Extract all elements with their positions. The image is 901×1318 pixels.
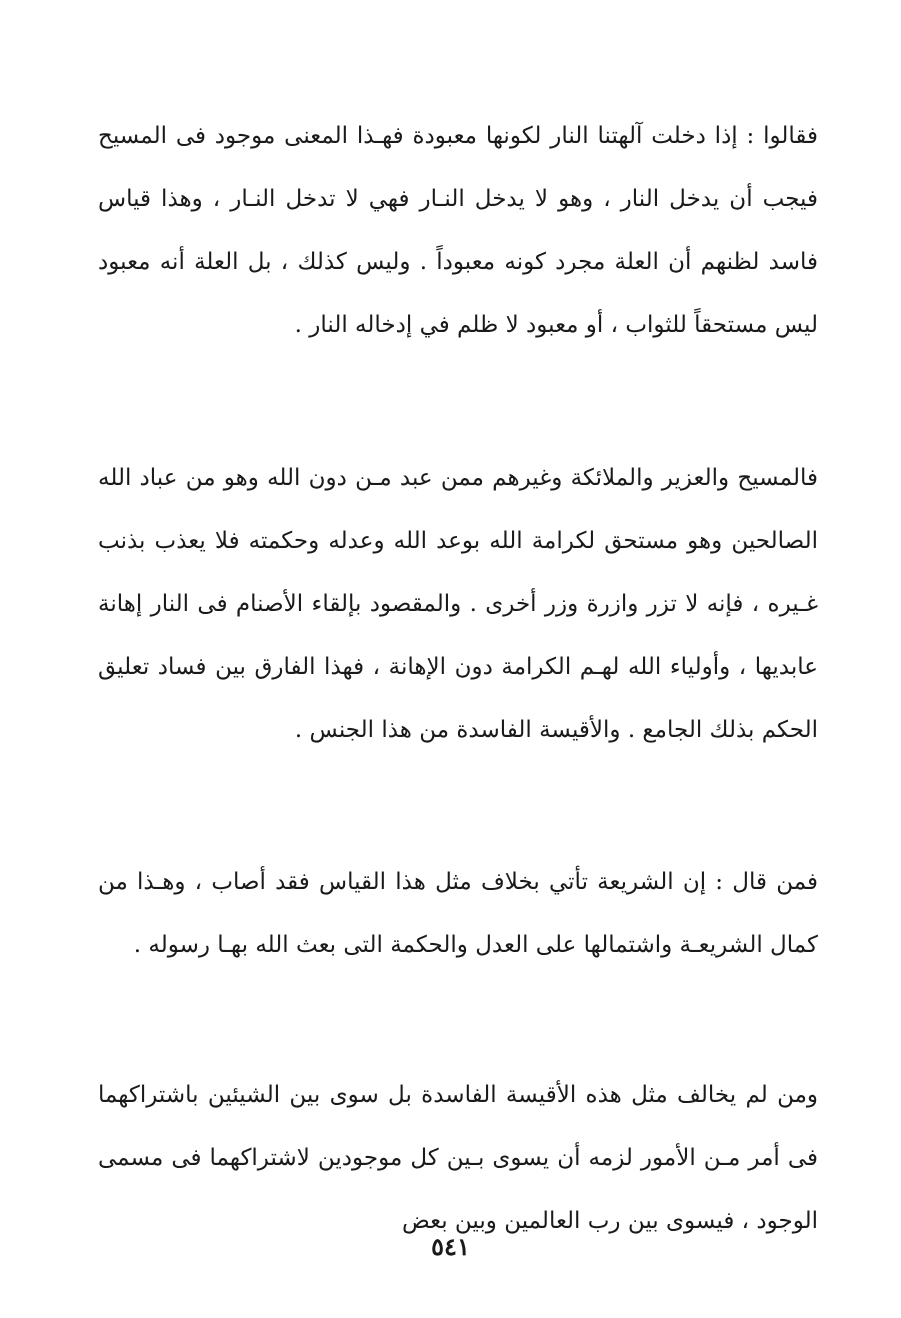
paragraph-2: فالمسيح والعزير والملائكة وغيرهم ممن عبد مـن دون الله وهو من عباد الله الصالحين وهو مستحق لكرامة الله بوعد الله وعدله وحكمته فلا يعذب بذنب غـيره ، فإنه لا تزر وازرة وزر أخرى . والمقصود بإلقاء الأصنام فى النار إهانة عابديها ، وأولياء الله لهـم الكرامة دون الإهانة ، فهذا الفارق بين فساد تعليق الحكم بذلك الجامع . والأقيسة الفاسدة من هذا الجنس . (98, 465, 818, 743)
page-number: ٥٤١ (431, 1232, 470, 1261)
paragraph-3: فمن قال : إن الشريعة تأتي بخلاف مثل هذا القياس فقد أصاب ، وهـذا من كمال الشريعـة واشتمالها على العدل والحكمة التى بعث الله بهـا رسوله . (98, 869, 818, 958)
paragraph-4: ومن لم يخالف مثل هذه الأقيسة الفاسدة بل سوى بين الشيئين باشتراكهما فى أمر مـن الأمور لزمه أن يسوى بـين كل موجودين لاشتراكهما فى مسمى الوجود ، فيسوى بين رب العالمين وبين بعض (98, 1082, 818, 1234)
paragraph-1: فقالوا : إذا دخلت آلهتنا النار لكونها معبودة فهـذا المعنى موجود فى المسيح فيجب أن يدخل النار ، وهو لا يدخل النـار فهي لا تدخل النـار ، وهذا قياس فاسد لظنهم أن العلة مجرد كونه معبوداً . وليس كذلك ، بل العلة أنه معبود ليس مستحقاً للثواب ، أو معبود لا ظلم في إدخاله النار . (98, 123, 818, 338)
